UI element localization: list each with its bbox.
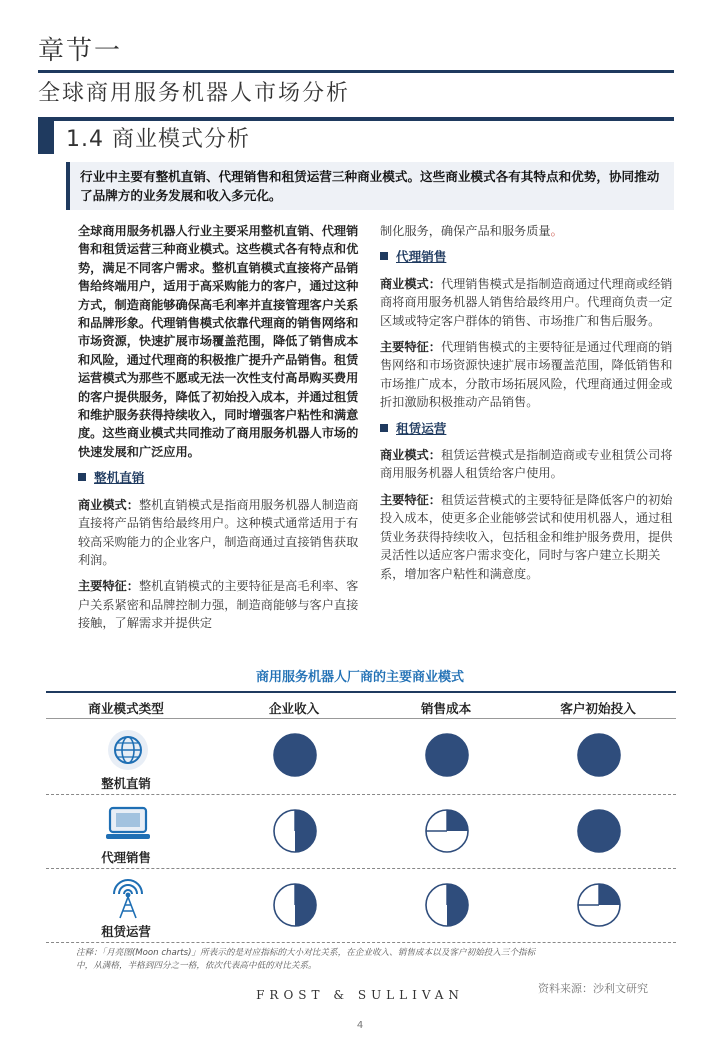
row-label-direct-sales: 整机直销 xyxy=(101,776,151,791)
chapter-subtitle: 全球商用服务机器人市场分析 xyxy=(38,81,351,106)
header-rule xyxy=(38,70,674,73)
signal-tower-icon xyxy=(106,874,150,920)
header-revenue: 企业收入 xyxy=(268,701,320,716)
direct-model-paragraph: 商业模式：整机直销模式是指商用服务机器人制造商直接将产品销售给最终用户。这种模式通常适用于有较高采购能力的企业客户，制造商通过直接销售获取利润。 xyxy=(78,497,359,567)
square-bullet-icon xyxy=(380,252,388,260)
section-title: 1.4 商业模式分析 xyxy=(66,127,250,152)
bullet-leasing: 租赁运营 xyxy=(380,420,676,438)
section-marker xyxy=(38,120,54,154)
moon-chart-leasing-investment xyxy=(576,882,622,928)
row-label-leasing: 租赁运营 xyxy=(101,924,151,939)
bullet-direct-sales: 整机直销 xyxy=(78,469,368,487)
header-initial-investment: 客户初始投入 xyxy=(560,701,636,716)
direct-feature-paragraph: 主要特征：整机直销模式的主要特征是高毛利率、客户关系紧密和品牌控制力强，制造商能够与客户直接接触，了解需求并提供定 xyxy=(78,579,359,631)
moon-chart-direct-investment xyxy=(576,732,622,778)
brand-logo: FROST & SULLIVAN xyxy=(256,988,464,1002)
agency-model-paragraph: 商业模式：代理销售模式是指制造商通过代理商或经销商将商用服务机器人销售给最终用户。代理商负责一定区域或特定客户群体的销售、市场推广和售后服务。 xyxy=(380,276,673,328)
leasing-model-paragraph: 商业模式：租赁运营模式是指制造商或专业租赁公司将商用服务机器人租赁给客户使用。 xyxy=(380,448,673,481)
footnote: 注释：「月亮图(Moon charts)」所表示的是对应指标的大小对比关系，在企业收入、销售成本以及客户初始投入三个指标中，从满格，半格到四分之一格，依次代表高中低的对比关系。 xyxy=(76,948,536,971)
chapter-title: 章节一 xyxy=(38,36,123,66)
table-row xyxy=(46,800,676,874)
moon-chart-agency-cost xyxy=(424,808,470,854)
intro-paragraph: 全球商用服务机器人行业主要采用整机直销、代理销售和租赁运营三种商业模式。这些模式各有特点和优势，满足不同客户需求。整机直销模式直接将产品销售给终端用户，适用于高采购能力的客户，通过这种方式，制造商能够确保高毛利率并直接管理客户关系和品牌形象。代理销售模式依靠代理商的销售网络和市场资源，快速扩展市场覆盖范围，降低了销售成本和风险，通过代理商的积极推广提升产品销售。租赁运营模式为那些不愿或无法一次性支付高昂购买费用的客户提供服务，降低了初始投入成本，并通过租赁和维护服务获得持续收入，同时增强客户粘性和满意度。这些商业模式共同推动了商用服务机器人市场的快速发展和广泛应用。 xyxy=(78,224,359,459)
table-title: 商用服务机器人厂商的主要商业模式 xyxy=(255,670,464,685)
table-row xyxy=(46,722,676,796)
moon-chart-agency-investment xyxy=(576,808,622,854)
right-column xyxy=(380,222,676,583)
row-divider xyxy=(46,794,676,795)
square-bullet-icon xyxy=(380,424,388,432)
leasing-feature-paragraph: 主要特征：租赁运营模式的主要特征是降低客户的初始投入成本，使更多企业能够尝试和使用机器人，通过租赁业务获得持续收入，包括租金和维护服务费用，提供灵活性以适应客户需求变化，同时与客户建立长期关系，增加客户粘性和满意度。 xyxy=(380,492,673,581)
agency-feature-paragraph: 主要特征：代理销售模式的主要特征是通过代理商的销售网络和市场资源快速扩展市场覆盖范围，降低销售和市场推广成本，分散市场拓展风险，代理商通过佣金或折扣激励积极推动产品销售。 xyxy=(380,340,673,410)
summary-callout: 行业中主要有整机直销、代理销售和租赁运营三种商业模式。这些商业模式各有其特点和优势，协同推动了品牌方的业务发展和收入多元化。 xyxy=(66,162,674,210)
square-bullet-icon xyxy=(78,473,86,481)
tablet-icon xyxy=(104,804,152,844)
continued-text: 制化服务，确保产品和服务质量。 xyxy=(380,224,563,238)
table-header xyxy=(46,691,676,719)
moon-chart-agency-revenue xyxy=(272,808,318,854)
moon-chart-leasing-cost xyxy=(424,882,470,928)
globe-icon xyxy=(106,728,150,772)
moon-chart-direct-revenue xyxy=(272,732,318,778)
bullet-agency-sales: 代理销售 xyxy=(380,248,676,266)
source-note: 资料来源：沙利文研究 xyxy=(538,982,648,995)
row-label-agency-sales: 代理销售 xyxy=(101,850,151,865)
moon-chart-direct-cost xyxy=(424,732,470,778)
header-model-type: 商业模式类型 xyxy=(88,701,164,716)
left-column xyxy=(78,222,368,633)
subtitle-rule xyxy=(38,117,674,121)
row-divider xyxy=(46,868,676,869)
header-sales-cost: 销售成本 xyxy=(420,701,472,716)
moon-chart-leasing-revenue xyxy=(272,882,318,928)
row-divider xyxy=(46,942,676,943)
table-row xyxy=(46,874,676,948)
page-number: 4 xyxy=(356,1020,364,1031)
